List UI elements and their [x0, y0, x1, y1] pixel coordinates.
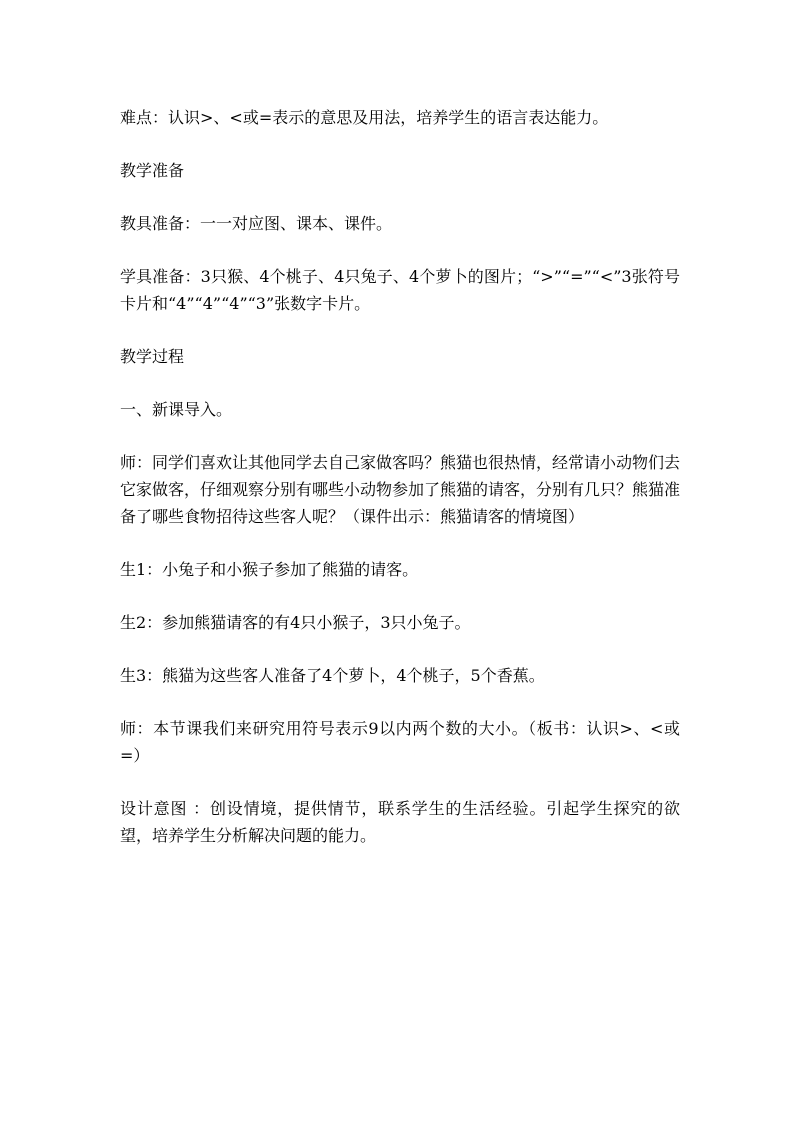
paragraph-teaching-aids: 教具准备：一一对应图、课本、课件。: [120, 214, 393, 233]
paragraph-teacher-intro: 师：同学们喜欢让其他同学去自己家做客吗？熊猫也很热情，经常请小动物们去它家做客，仔细观察分别有哪些小动物参加了熊猫的请客，分别有几只？熊猫准备了哪些食物招待这些客人呢？（课件出示：熊猫请客的情境图）: [120, 453, 681, 526]
document-page: [120, 104, 680, 875]
paragraph-student-1: 生1：小兔子和小猴子参加了熊猫的请客。: [120, 560, 419, 579]
heading-teaching-process: 教学过程: [120, 347, 185, 366]
paragraph-design-intent: 设计意图 ：创设情境，提供情节，联系学生的生活经验。引起学生探究的欲望，培养学生分析解决问题的能力。: [120, 799, 680, 845]
heading-new-lesson-intro: 一、新课导入。: [120, 400, 233, 419]
paragraph-student-2: 生2：参加熊猫请客的有4只小猴子，3只小兔子。: [120, 613, 471, 632]
paragraph-difficulty: 难点：认识>、<或=表示的意思及用法，培养学生的语言表达能力。: [120, 108, 609, 127]
paragraph-student-3: 生3：熊猫为这些客人准备了4个萝卜，4个桃子，5个香蕉。: [120, 666, 545, 685]
paragraph-teacher-topic: 师：本节课我们来研究用符号表示9以内两个数的大小。（板书：认识>、<或=）: [120, 719, 680, 765]
heading-teaching-preparation: 教学准备: [120, 161, 185, 180]
paragraph-learning-aids: 学具准备：3只猴、4个桃子、4只兔子、4个萝卜的图片；“>”“=”“<”3张符号卡片和“4”“4”“4”“3”张数字卡片。: [120, 267, 680, 313]
